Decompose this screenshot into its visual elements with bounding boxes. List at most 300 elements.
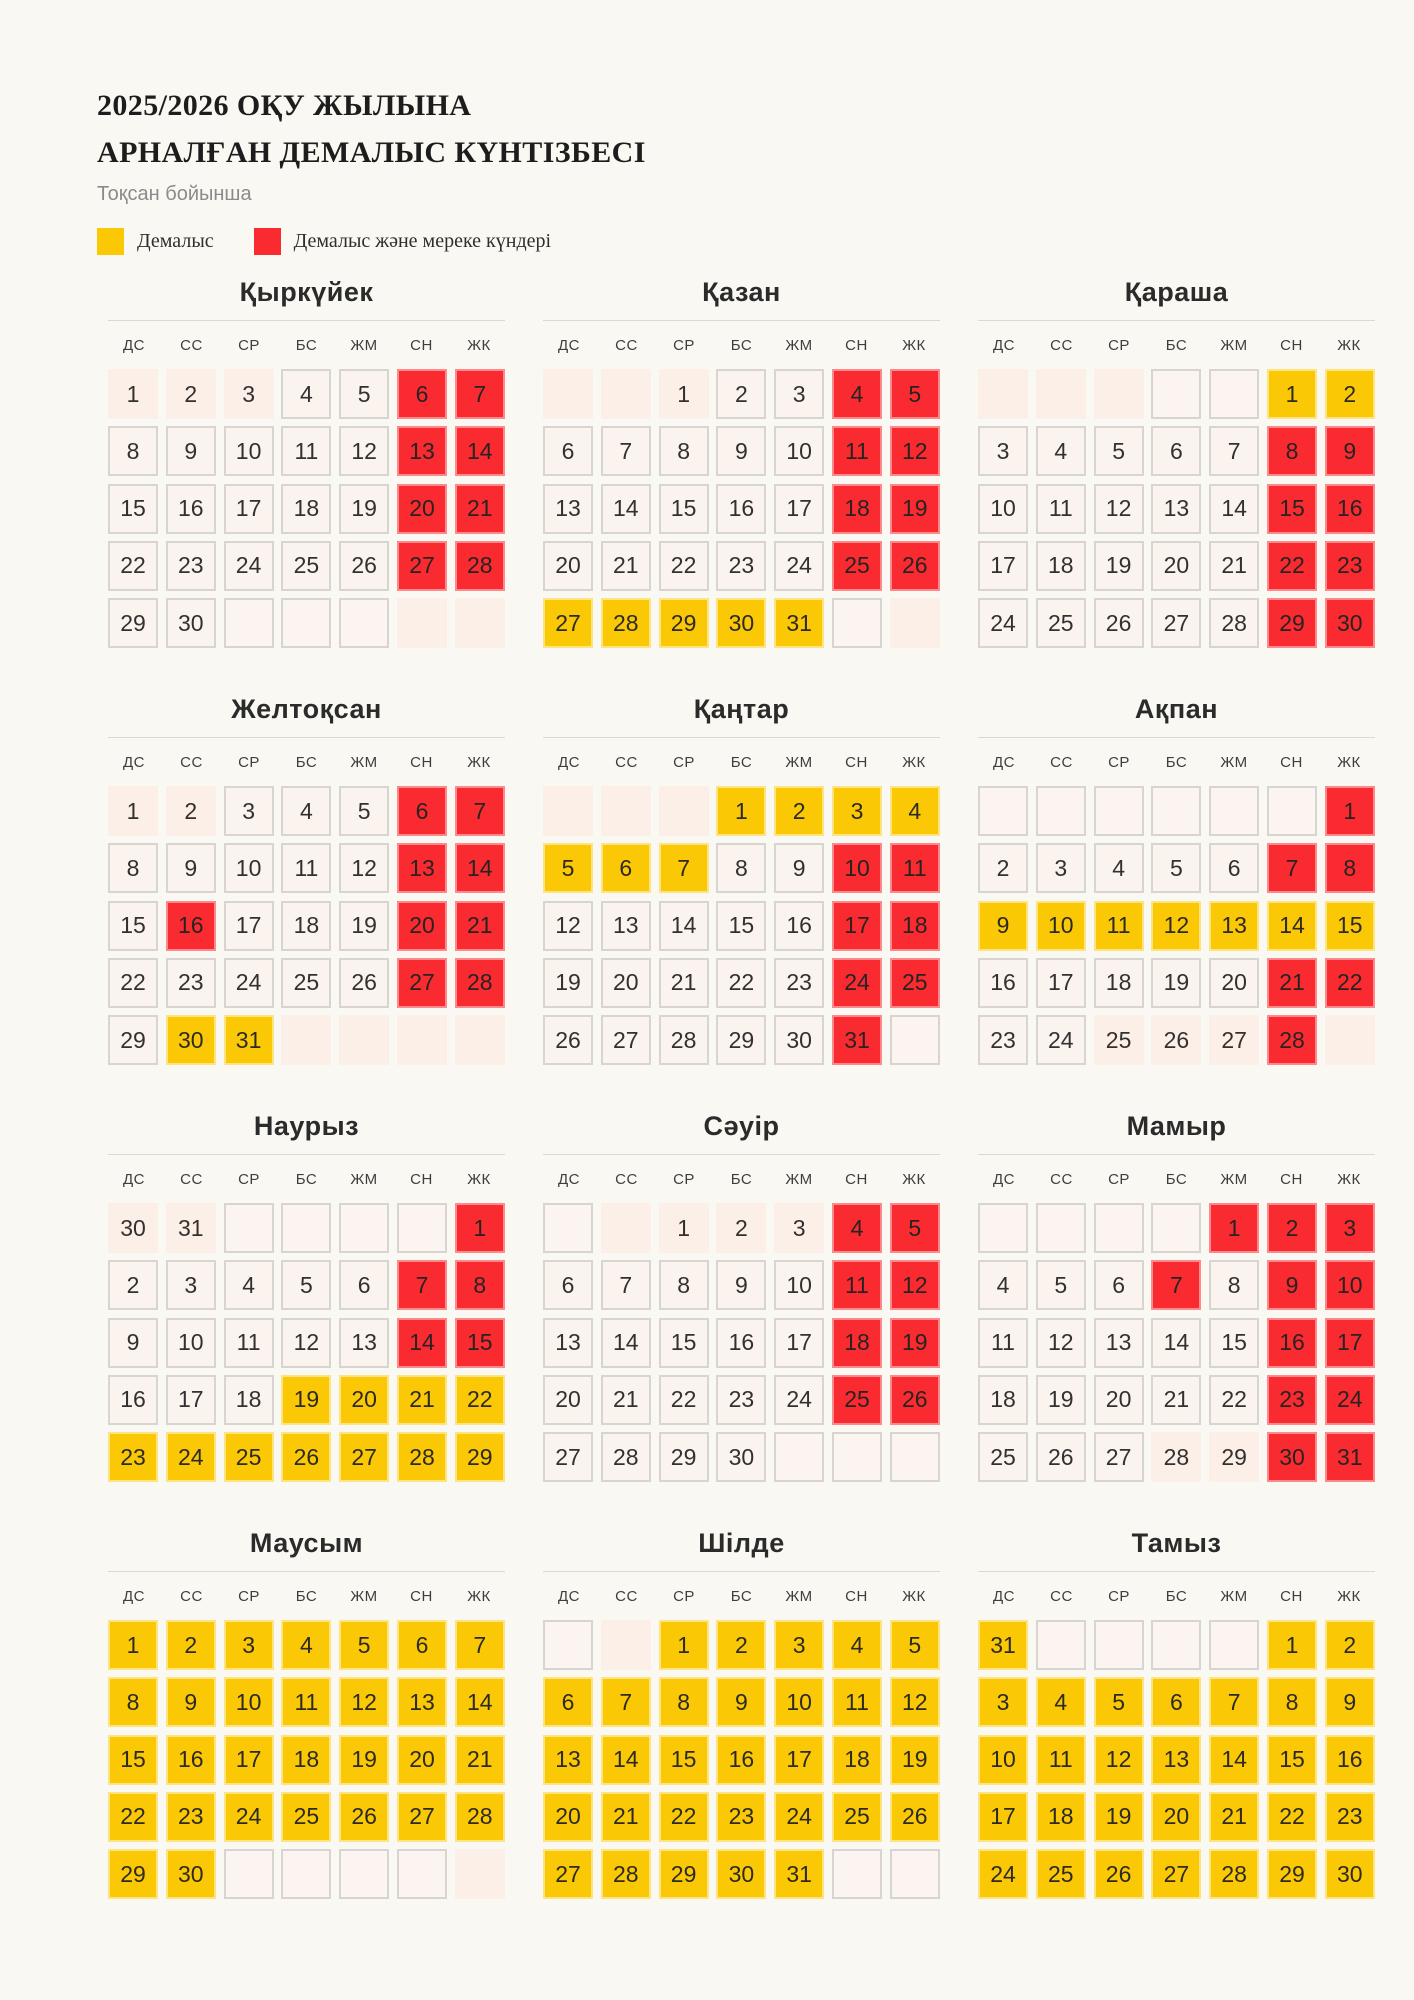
day-cell: 20 [543, 541, 593, 591]
weekday-label: ЖК [1337, 337, 1361, 354]
blank-cell [397, 598, 447, 648]
day-cell: 5 [339, 369, 389, 419]
weekday-header-row [543, 1171, 940, 1188]
blank-cell [339, 1849, 389, 1899]
blank-cell [601, 369, 651, 419]
blank-cell [1094, 1620, 1144, 1670]
rest-day-cell: 10 [224, 1677, 274, 1727]
rest-day-cell: 26 [281, 1432, 331, 1482]
day-cell: 28 [659, 1015, 709, 1065]
rest-day-cell: 5 [1094, 1677, 1144, 1727]
day-cell: 31 [166, 1203, 216, 1253]
day-cell: 13 [1151, 484, 1201, 534]
day-cell: 27 [543, 1432, 593, 1482]
month-title: Қаңтар [693, 694, 790, 724]
rest-day-cell: 6 [543, 1677, 593, 1727]
weekday-label: БС [730, 1588, 753, 1605]
rest-day-cell: 10 [978, 1735, 1028, 1785]
day-cell: 5 [339, 786, 389, 836]
day-cell: 12 [339, 426, 389, 476]
rest-day-cell: 7 [601, 1677, 651, 1727]
rest-day-cell: 2 [716, 1620, 766, 1670]
day-cell: 4 [1094, 843, 1144, 893]
rest-day-cell: 13 [543, 1735, 593, 1785]
day-cell: 16 [978, 958, 1028, 1008]
day-cell: 29 [108, 1015, 158, 1065]
weekday-label: ЖК [467, 1171, 491, 1188]
weekday-label: БС [295, 754, 318, 771]
day-cell: 14 [659, 901, 709, 951]
day-grid [108, 369, 505, 648]
rest-day-cell: 11 [1094, 901, 1144, 951]
day-cell: 9 [108, 1318, 158, 1368]
weekday-label: ЖМ [1220, 754, 1248, 771]
day-cell: 18 [978, 1375, 1028, 1425]
day-cell: 24 [774, 1375, 824, 1425]
day-cell: 1 [659, 369, 709, 419]
holiday-day-cell: 20 [397, 901, 447, 951]
holiday-day-cell: 5 [890, 1203, 940, 1253]
holiday-day-cell: 15 [1267, 484, 1317, 534]
blank-cell [1036, 1203, 1086, 1253]
blank-cell [397, 1849, 447, 1899]
month-calendar-june [108, 1527, 505, 1908]
holiday-day-cell: 18 [832, 1318, 882, 1368]
weekday-label: СР [673, 754, 695, 771]
day-cell: 11 [281, 843, 331, 893]
day-cell: 3 [224, 369, 274, 419]
day-cell: 21 [1151, 1375, 1201, 1425]
month-divider [978, 1154, 1375, 1155]
day-cell: 9 [774, 843, 824, 893]
weekday-label: ЖК [902, 1171, 926, 1188]
holiday-day-cell: 16 [1325, 484, 1375, 534]
weekday-header-row [978, 754, 1375, 771]
day-cell: 14 [601, 484, 651, 534]
day-cell: 25 [978, 1432, 1028, 1482]
holiday-day-cell: 28 [455, 541, 505, 591]
rest-day-cell: 25 [281, 1792, 331, 1842]
day-cell: 2 [716, 1203, 766, 1253]
holiday-day-cell: 11 [832, 1260, 882, 1310]
month-calendar-september [108, 276, 505, 657]
holiday-day-cell: 4 [832, 369, 882, 419]
rest-day-cell: 19 [890, 1735, 940, 1785]
holiday-day-cell: 15 [455, 1318, 505, 1368]
day-cell: 17 [224, 901, 274, 951]
weekday-label: ДС [123, 754, 145, 771]
day-cell: 14 [1209, 484, 1259, 534]
day-grid [108, 1203, 505, 1482]
weekday-label: СР [238, 1171, 260, 1188]
day-cell: 3 [774, 1203, 824, 1253]
weekday-label: БС [730, 1171, 753, 1188]
blank-cell [1325, 1015, 1375, 1065]
day-cell: 20 [1094, 1375, 1144, 1425]
month-calendar-january [543, 693, 940, 1074]
weekday-label: ДС [993, 1171, 1015, 1188]
weekday-label: ЖК [467, 1588, 491, 1605]
weekday-label: СР [673, 1588, 695, 1605]
day-cell: 22 [659, 1375, 709, 1425]
weekday-header-row [543, 337, 940, 354]
day-grid [978, 786, 1375, 1065]
rest-day-cell: 8 [659, 1677, 709, 1727]
weekday-header-row [978, 1588, 1375, 1605]
weekday-header-row [108, 1171, 505, 1188]
weekday-label: БС [1165, 1588, 1188, 1605]
rest-day-cell: 29 [659, 598, 709, 648]
day-cell: 19 [1094, 541, 1144, 591]
weekday-label: ЖК [1337, 1171, 1361, 1188]
holiday-day-cell: 21 [455, 901, 505, 951]
day-cell: 15 [108, 484, 158, 534]
rest-day-cell: 6 [397, 1620, 447, 1670]
blank-cell [281, 598, 331, 648]
holiday-day-cell: 8 [455, 1260, 505, 1310]
legend-item-rest [97, 228, 214, 255]
weekday-label: БС [1165, 337, 1188, 354]
day-cell: 8 [1209, 1260, 1259, 1310]
holiday-day-cell: 13 [397, 426, 447, 476]
page-subtitle: Тоқсан бойынша [97, 183, 252, 205]
rest-day-cell: 13 [1151, 1735, 1201, 1785]
blank-cell [659, 786, 709, 836]
rest-day-cell: 5 [339, 1620, 389, 1670]
rest-day-cell: 9 [1325, 1677, 1375, 1727]
blank-cell [1209, 369, 1259, 419]
month-divider [978, 737, 1375, 738]
blank-cell [832, 598, 882, 648]
day-cell: 30 [108, 1203, 158, 1253]
rest-day-cell: 15 [108, 1735, 158, 1785]
day-cell: 15 [108, 901, 158, 951]
holiday-day-cell: 7 [1267, 843, 1317, 893]
day-cell: 14 [1151, 1318, 1201, 1368]
holiday-day-cell: 8 [1325, 843, 1375, 893]
blank-cell [339, 1015, 389, 1065]
day-cell: 15 [659, 1318, 709, 1368]
rest-day-cell: 5 [890, 1620, 940, 1670]
blank-cell [281, 1849, 331, 1899]
day-cell: 1 [108, 786, 158, 836]
rest-day-cell: 25 [1036, 1849, 1086, 1899]
month-calendar-february [978, 693, 1375, 1074]
blank-cell [455, 598, 505, 648]
day-cell: 23 [774, 958, 824, 1008]
rest-day-cell: 7 [455, 1620, 505, 1670]
blank-cell [339, 598, 389, 648]
blank-cell [1151, 369, 1201, 419]
month-calendar-october [543, 276, 940, 657]
rest-day-cell: 3 [978, 1677, 1028, 1727]
blank-cell [224, 1849, 274, 1899]
rest-day-cell: 17 [774, 1735, 824, 1785]
holiday-day-cell: 26 [890, 541, 940, 591]
rest-day-cell: 4 [832, 1620, 882, 1670]
rest-day-cell: 13 [397, 1677, 447, 1727]
rest-day-cell: 28 [601, 1849, 651, 1899]
day-cell: 26 [1151, 1015, 1201, 1065]
rest-day-cell: 30 [166, 1849, 216, 1899]
weekday-label: ДС [993, 337, 1015, 354]
blank-cell [543, 1620, 593, 1670]
blank-cell [601, 1203, 651, 1253]
month-title: Қазан [702, 277, 781, 307]
rest-day-cell: 7 [1209, 1677, 1259, 1727]
rest-color-swatch [97, 228, 124, 255]
blank-cell [890, 598, 940, 648]
month-title: Қыркүйек [239, 277, 374, 307]
day-cell: 30 [774, 1015, 824, 1065]
holiday-day-cell: 2 [1267, 1203, 1317, 1253]
day-cell: 28 [601, 1432, 651, 1482]
rest-day-cell: 3 [224, 1620, 274, 1670]
blank-cell [1094, 1203, 1144, 1253]
rest-day-cell: 24 [166, 1432, 216, 1482]
rest-day-cell: 28 [601, 598, 651, 648]
holiday-day-cell: 11 [890, 843, 940, 893]
rest-day-cell: 11 [1036, 1735, 1086, 1785]
day-cell: 22 [108, 958, 158, 1008]
weekday-label: БС [730, 754, 753, 771]
page-title-line1: 2025/2026 ОҚУ ЖЫЛЫНА [97, 89, 472, 122]
holiday-day-cell: 17 [832, 901, 882, 951]
rest-day-cell: 12 [339, 1677, 389, 1727]
weekday-label: СС [615, 1588, 638, 1605]
rest-day-cell: 16 [1325, 1735, 1375, 1785]
day-cell: 16 [774, 901, 824, 951]
holiday-day-cell: 14 [455, 843, 505, 893]
month-divider [108, 737, 505, 738]
rest-day-cell: 27 [339, 1432, 389, 1482]
day-cell: 12 [543, 901, 593, 951]
rest-day-cell: 25 [832, 1792, 882, 1842]
weekday-label: ЖМ [350, 1171, 378, 1188]
day-cell: 26 [339, 958, 389, 1008]
day-cell: 20 [601, 958, 651, 1008]
rest-day-cell: 29 [1267, 1849, 1317, 1899]
month-divider [978, 320, 1375, 321]
holiday-day-cell: 28 [455, 958, 505, 1008]
holiday-day-cell: 30 [1325, 598, 1375, 648]
day-cell: 10 [166, 1318, 216, 1368]
weekday-label: ЖК [467, 754, 491, 771]
weekday-label: ЖК [902, 754, 926, 771]
rest-day-cell: 21 [455, 1735, 505, 1785]
day-cell: 13 [601, 901, 651, 951]
day-cell: 9 [716, 1260, 766, 1310]
month-title: Мамыр [1126, 1111, 1227, 1141]
holiday-day-cell: 3 [1325, 1203, 1375, 1253]
day-cell: 19 [1151, 958, 1201, 1008]
day-cell: 21 [601, 1375, 651, 1425]
rest-day-cell: 20 [397, 1735, 447, 1785]
weekday-label: ЖМ [785, 337, 813, 354]
rest-day-cell: 27 [543, 598, 593, 648]
day-cell: 10 [774, 426, 824, 476]
day-cell: 27 [1151, 598, 1201, 648]
day-cell: 3 [1036, 843, 1086, 893]
weekday-label: СР [238, 754, 260, 771]
blank-cell [224, 598, 274, 648]
rest-day-cell: 15 [1267, 1735, 1317, 1785]
rest-day-cell: 7 [659, 843, 709, 893]
day-cell: 12 [281, 1318, 331, 1368]
weekday-label: СН [410, 1171, 433, 1188]
day-cell: 11 [978, 1318, 1028, 1368]
rest-day-cell: 30 [716, 1849, 766, 1899]
day-grid [543, 786, 940, 1065]
day-cell: 5 [281, 1260, 331, 1310]
rest-day-cell: 6 [601, 843, 651, 893]
day-cell: 2 [716, 369, 766, 419]
weekday-label: ЖМ [350, 754, 378, 771]
blank-cell [832, 1849, 882, 1899]
rest-day-cell: 24 [224, 1792, 274, 1842]
day-cell: 23 [166, 958, 216, 1008]
holiday-day-cell: 11 [832, 426, 882, 476]
day-cell: 17 [1036, 958, 1086, 1008]
holiday-day-cell: 16 [1267, 1318, 1317, 1368]
weekday-label: СС [1050, 754, 1073, 771]
blank-cell [1151, 786, 1201, 836]
blank-cell [1036, 1620, 1086, 1670]
legend-rest-label: Демалыс [137, 229, 214, 252]
weekday-label: ЖМ [785, 754, 813, 771]
weekday-label: СН [410, 754, 433, 771]
holiday-day-cell: 20 [397, 484, 447, 534]
day-cell: 8 [659, 1260, 709, 1310]
day-cell: 9 [716, 426, 766, 476]
rest-day-cell: 17 [224, 1735, 274, 1785]
day-grid [978, 369, 1375, 648]
rest-day-cell: 8 [108, 1677, 158, 1727]
rest-day-cell: 10 [1036, 901, 1086, 951]
holiday-day-cell: 9 [1267, 1260, 1317, 1310]
weekday-label: СР [1108, 337, 1130, 354]
rest-day-cell: 16 [716, 1735, 766, 1785]
blank-cell [978, 369, 1028, 419]
day-cell: 17 [774, 484, 824, 534]
day-cell: 23 [978, 1015, 1028, 1065]
rest-day-cell: 8 [1267, 1677, 1317, 1727]
day-cell: 17 [774, 1318, 824, 1368]
rest-day-cell: 9 [978, 901, 1028, 951]
page-title-line2: АРНАЛҒАН ДЕМАЛЫС КҮНТІЗБЕСІ [97, 136, 646, 169]
weekday-label: ЖК [902, 337, 926, 354]
day-cell: 3 [166, 1260, 216, 1310]
holiday-day-cell: 31 [1325, 1432, 1375, 1482]
holiday-day-cell: 30 [1267, 1432, 1317, 1482]
rest-day-cell: 26 [339, 1792, 389, 1842]
holiday-day-cell: 19 [890, 484, 940, 534]
day-cell: 26 [543, 1015, 593, 1065]
day-grid [543, 1203, 940, 1482]
month-divider [108, 320, 505, 321]
weekday-label: СН [1280, 754, 1303, 771]
day-cell: 28 [1151, 1432, 1201, 1482]
day-cell: 1 [659, 1203, 709, 1253]
weekday-label: СР [238, 1588, 260, 1605]
rest-day-cell: 21 [1209, 1792, 1259, 1842]
rest-day-cell: 20 [339, 1375, 389, 1425]
day-cell: 23 [716, 541, 766, 591]
rest-day-cell: 16 [166, 1735, 216, 1785]
day-cell: 5 [1151, 843, 1201, 893]
day-cell: 4 [1036, 426, 1086, 476]
blank-cell [455, 1849, 505, 1899]
weekday-label: ЖМ [785, 1171, 813, 1188]
rest-day-cell: 1 [1267, 1620, 1317, 1670]
rest-day-cell: 31 [774, 598, 824, 648]
holiday-day-cell: 10 [832, 843, 882, 893]
weekday-label: СС [1050, 1171, 1073, 1188]
day-cell: 17 [978, 541, 1028, 591]
holiday-day-cell: 7 [455, 369, 505, 419]
day-cell: 13 [543, 1318, 593, 1368]
weekday-label: ДС [993, 1588, 1015, 1605]
weekday-label: ДС [558, 1171, 580, 1188]
day-cell: 19 [339, 901, 389, 951]
weekday-label: СР [673, 1171, 695, 1188]
blank-cell [832, 1432, 882, 1482]
weekday-label: СС [615, 1171, 638, 1188]
weekday-label: СН [410, 337, 433, 354]
blank-cell [397, 1015, 447, 1065]
rest-day-cell: 31 [774, 1849, 824, 1899]
day-cell: 12 [1094, 484, 1144, 534]
day-cell: 30 [166, 598, 216, 648]
day-grid [543, 1620, 940, 1899]
rest-day-cell: 2 [166, 1620, 216, 1670]
rest-day-cell: 15 [1325, 901, 1375, 951]
rest-day-cell: 29 [108, 1849, 158, 1899]
day-cell: 9 [166, 426, 216, 476]
day-cell: 25 [281, 958, 331, 1008]
rest-day-cell: 24 [978, 1849, 1028, 1899]
rest-day-cell: 4 [281, 1620, 331, 1670]
month-title: Маусым [249, 1528, 364, 1558]
day-cell: 10 [774, 1260, 824, 1310]
holiday-day-cell: 24 [1325, 1375, 1375, 1425]
rest-day-cell: 21 [601, 1792, 651, 1842]
rest-day-cell: 4 [1036, 1677, 1086, 1727]
rest-day-cell: 1 [108, 1620, 158, 1670]
day-cell: 27 [601, 1015, 651, 1065]
rest-day-cell: 13 [1209, 901, 1259, 951]
day-cell: 8 [108, 843, 158, 893]
weekday-label: СС [1050, 337, 1073, 354]
rest-day-cell: 2 [1325, 369, 1375, 419]
day-cell: 4 [281, 369, 331, 419]
holiday-day-cell: 29 [1267, 598, 1317, 648]
day-cell: 17 [224, 484, 274, 534]
page-title [97, 82, 1414, 176]
day-cell: 16 [166, 484, 216, 534]
holiday-day-cell: 23 [1325, 541, 1375, 591]
weekday-label: СС [180, 337, 203, 354]
weekday-label: БС [295, 1588, 318, 1605]
day-cell: 24 [224, 541, 274, 591]
rest-day-cell: 29 [455, 1432, 505, 1482]
day-cell: 27 [1094, 1432, 1144, 1482]
blank-cell [890, 1432, 940, 1482]
holiday-day-cell: 12 [890, 426, 940, 476]
day-cell: 25 [1036, 598, 1086, 648]
day-cell: 18 [281, 901, 331, 951]
day-cell: 26 [339, 541, 389, 591]
